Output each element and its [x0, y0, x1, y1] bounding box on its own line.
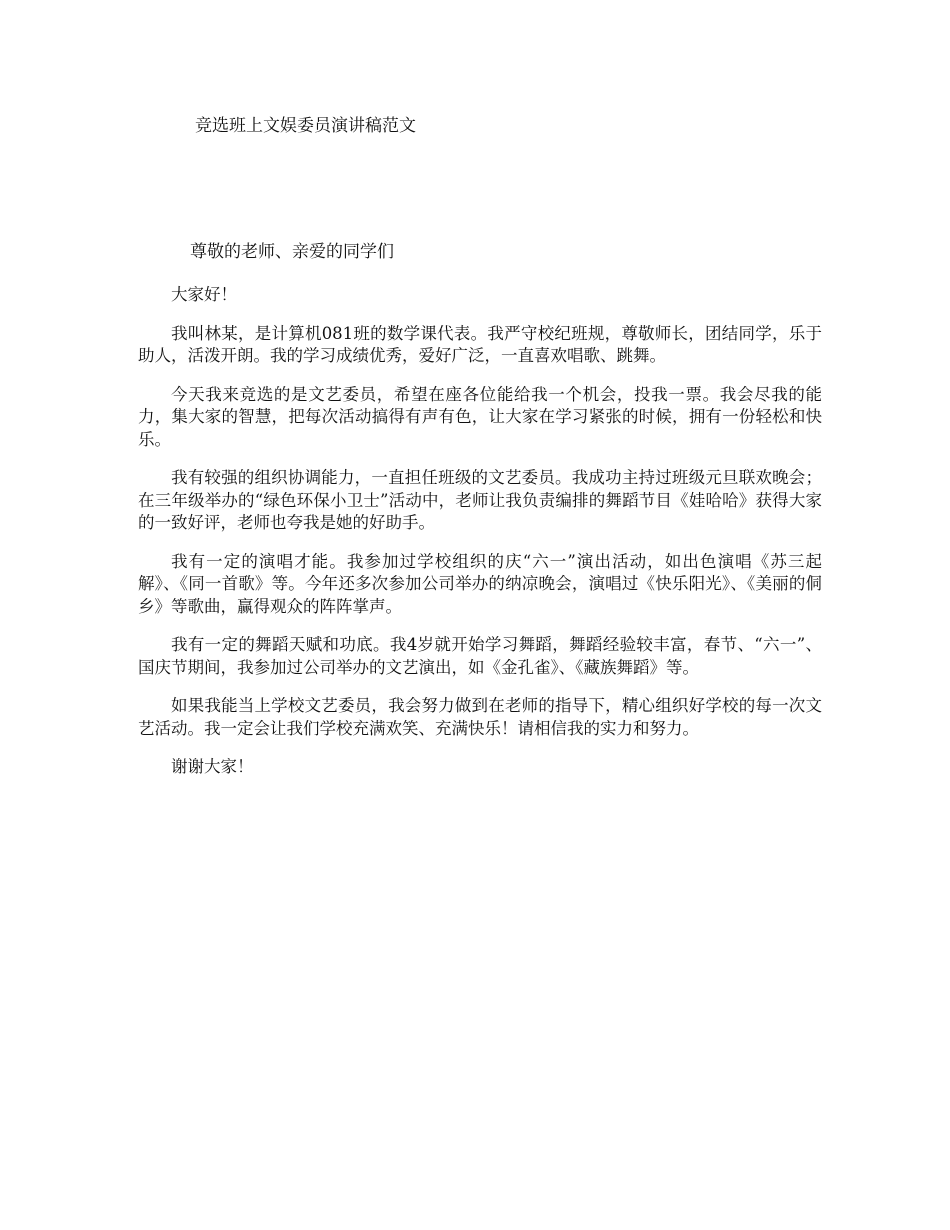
paragraph-candidacy: 今天我来竞选的是文艺委员，希望在座各位能给我一个机会，投我一票。我会尽我的能力，集大家的智慧，把每次活动搞得有声有色，让大家在学习紧张的时候，拥有一份轻松和快乐。 — [138, 384, 822, 449]
paragraph-dancing: 我有一定的舞蹈天赋和功底。我4岁就开始学习舞蹈，舞蹈经验较丰富，春节、“六一”、国庆节期间，我参加过公司举办的文艺演出，如《金孔雀》、《藏族舞蹈》等。 — [138, 635, 822, 677]
paragraph-singing: 我有一定的演唱才能。我参加过学校组织的庆“六一”演出活动，如出色演唱《苏三起解》、《同一首歌》等。今年还多次参加公司举办的纳凉晚会，演唱过《快乐阳光》、《美丽的侗乡》等歌曲，赢得观众的阵阵掌声。 — [138, 551, 822, 616]
salutation: 尊敬的老师、亲爱的同学们 — [190, 242, 394, 262]
paragraph-introduction: 我叫林某，是计算机081班的数学课代表。我严守校纪班规，尊敬师长，团结同学，乐于助人，活泼开朗。我的学习成绩优秀，爱好广泛，一直喜欢唱歌、跳舞。 — [138, 323, 822, 365]
paragraph-organization: 我有较强的组织协调能力，一直担任班级的文艺委员。我成功主持过班级元旦联欢晚会；在三年级举办的“绿色环保小卫士”活动中，老师让我负责编排的舞蹈节目《娃哈哈》获得大家的一致好评，老师也夸我是她的好助手。 — [138, 468, 822, 532]
document-body — [138, 284, 822, 795]
paragraph-greeting: 大家好！ — [171, 285, 237, 304]
document-title: 竞选班上文娱委员演讲稿范文 — [195, 116, 416, 136]
paragraph-thanks: 谢谢大家！ — [171, 757, 254, 776]
paragraph-commitment: 如果我能当上学校文艺委员，我会努力做到在老师的指导下，精心组织好学校的每一次文艺活动。我一定会让我们学校充满欢笑、充满快乐！请相信我的实力和努力。 — [138, 696, 822, 738]
